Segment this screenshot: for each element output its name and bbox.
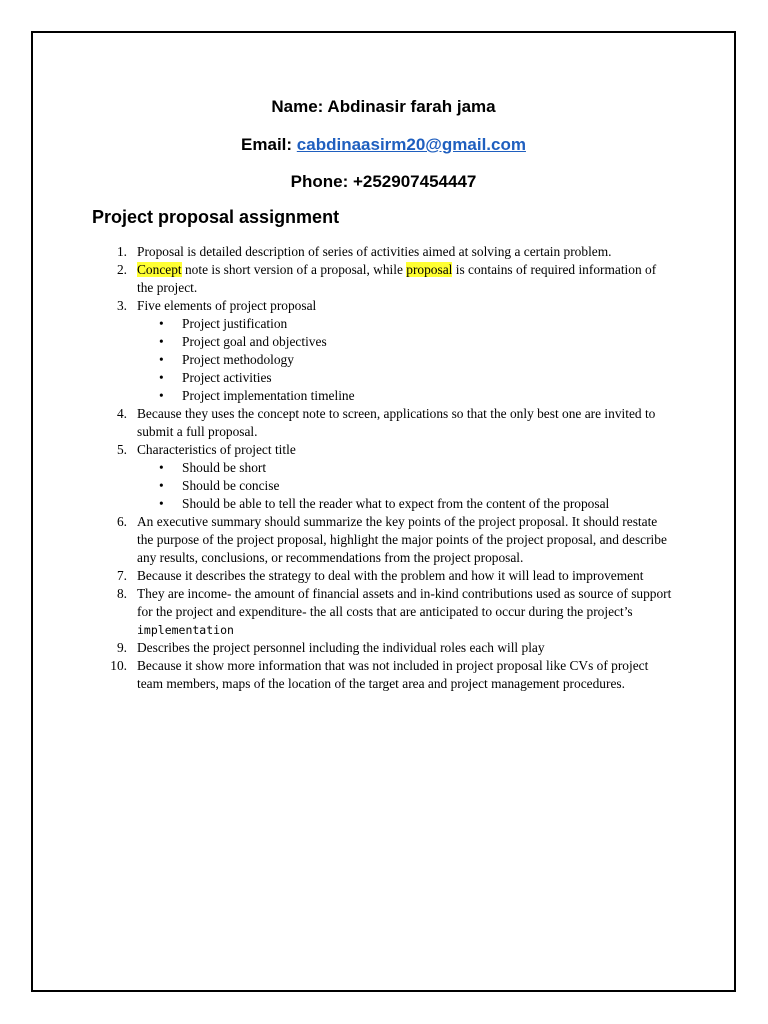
item-text: Describes the project personnel including the individual roles each will play (137, 640, 545, 655)
item-number: 8. (116, 586, 127, 601)
bullet-icon: • (159, 460, 164, 475)
bullet-text: Should be concise (182, 478, 280, 493)
item-text: note is short version of a proposal, while (181, 262, 407, 277)
bullet-text: Should be short (182, 460, 267, 475)
item-text: Five elements of project proposal (137, 298, 317, 313)
bullet-text: Should be able to tell the reader what to expect from the content of the proposal (182, 496, 610, 511)
item-number: 1. (116, 244, 127, 259)
bullet-icon: • (159, 388, 164, 403)
bullet-item (33, 369, 734, 387)
list-item (33, 243, 734, 261)
item-number: 10. (110, 658, 127, 673)
bullet-item (33, 387, 734, 405)
list-item (33, 441, 734, 459)
list-item (33, 261, 734, 297)
bullet-item (33, 333, 734, 351)
bullet-icon: • (159, 316, 164, 331)
item-text: Because it describes the strategy to deal with the problem and how it will lead to improvement (137, 568, 644, 583)
list-item (33, 567, 734, 585)
list-item (33, 405, 734, 441)
item-number: 7. (116, 568, 127, 583)
bullet-icon: • (159, 496, 164, 511)
item-number: 5. (116, 442, 127, 457)
bullet-icon: • (159, 352, 164, 367)
bullet-text: Project goal and objectives (182, 334, 327, 349)
bullet-item (33, 495, 734, 513)
document-page (31, 31, 736, 992)
bullet-item (33, 351, 734, 369)
item-text: An executive summary should summarize the key points of the project proposal. It should restate the purpose of the project proposal, highlight the major points of the project proposal, and describe any results, conclusions, or recommendations from the project proposal. (137, 514, 667, 565)
email-label: Email: (241, 135, 293, 154)
list-item (33, 297, 734, 315)
name-line: Name: Abdinasir farah jama (271, 97, 496, 116)
bullet-icon: • (159, 370, 164, 385)
list-item (33, 639, 734, 657)
item-text: is contains of required information of the project. (137, 262, 657, 295)
item-number: 3. (116, 298, 127, 313)
page-title: Project proposal assignment (92, 207, 340, 227)
phone-line: Phone: +252907454447 (290, 172, 477, 191)
item-text: Because they uses the concept note to screen, applications so that the only best one are invited to submit a full proposal. (137, 406, 656, 439)
item-text: Characteristics of project title (137, 442, 296, 457)
list-item (33, 657, 734, 693)
item-text: Because it show more information that was not included in project proposal like CVs of project team members, maps of the location of the target area and project management procedures. (137, 658, 649, 691)
highlighted-word: proposal (406, 262, 453, 277)
item-number: 9. (116, 640, 127, 655)
list-item (33, 585, 734, 639)
bullet-item (33, 459, 734, 477)
bullet-text: Project implementation timeline (182, 388, 355, 403)
item-number: 2. (116, 262, 127, 277)
item-number: 4. (116, 406, 127, 421)
bullet-icon: • (159, 478, 164, 493)
bullet-icon: • (159, 334, 164, 349)
bullet-text: Project justification (182, 316, 288, 331)
item-text: They are income- the amount of financial assets and in-kind contributions used as source of support for the project and expenditure- the all costs that are anticipated to occur during the project’s (137, 586, 672, 619)
bullet-text: Project methodology (182, 352, 294, 367)
list-item (33, 513, 734, 567)
bullet-text: Project activities (182, 370, 272, 385)
item-text: Proposal is detailed description of series of activities aimed at solving a certain problem. (137, 244, 612, 259)
answer-list (33, 243, 734, 693)
bullet-item (33, 315, 734, 333)
item-number: 6. (116, 514, 127, 529)
email-line (33, 135, 734, 155)
item-text-tail: implementation (137, 623, 234, 637)
bullet-item (33, 477, 734, 495)
highlighted-word: Concept (137, 262, 182, 277)
email-link[interactable]: cabdinaasirm20@gmail.com (296, 135, 526, 154)
